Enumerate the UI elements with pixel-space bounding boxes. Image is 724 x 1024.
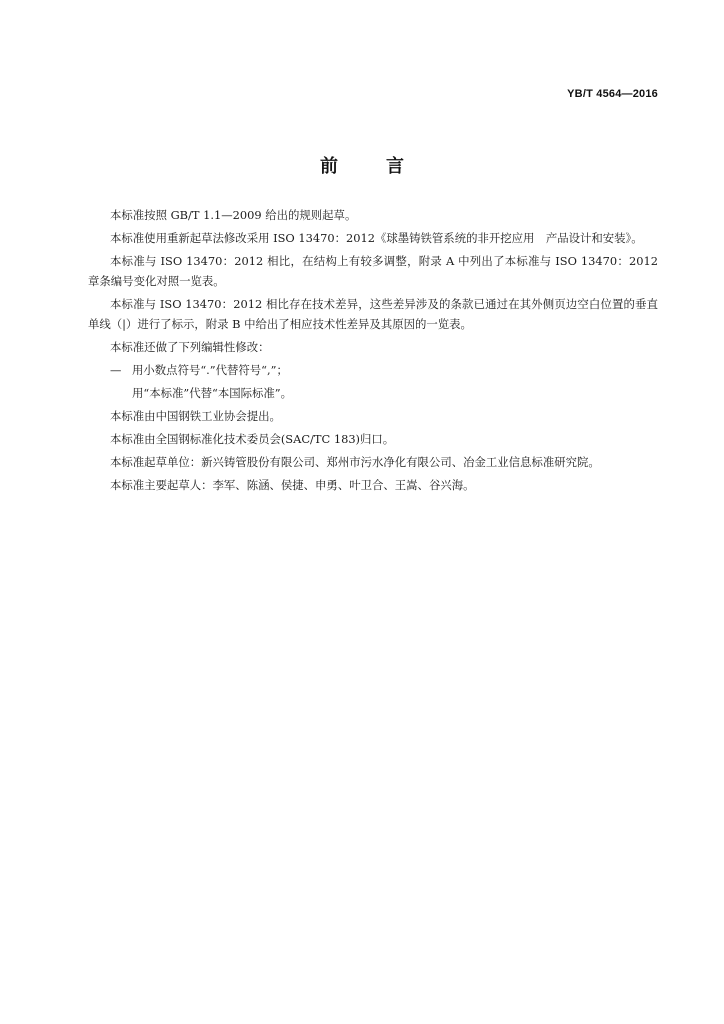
paragraph-structure-changes: 本标准与 ISO 13470：2012 相比，在结构上有较多调整，附录 A 中列出了本标准与 ISO 13470：2012 章条编号变化对照一览表。 [88,254,658,288]
paragraph-proposer: 本标准由中国钢铁工业协会提出。 [110,409,281,423]
paragraph-drafting-rules: 本标准按照 GB/T 1.1—2009 给出的规则起草。 [110,208,357,222]
paragraph-technical-differences: 本标准与 ISO 13470：2012 相比存在技术差异，这些差异涉及的条款已通过在其外侧页边空白位置的垂直单线（|）进行了标示，附录 B 中给出了相应技术性差异及其原因的一览表。 [88,297,658,331]
standard-code: YB/T 4564—2016 [567,88,658,100]
paragraph-drafters: 本标准主要起草人：李军、陈涵、侯捷、申勇、叶卫合、王嵩、谷兴海。 [110,478,475,492]
list-dash: — [110,363,122,377]
list-item [88,360,658,380]
paragraph-centralized-by: 本标准由全国钢标准化技术委员会(SAC/TC 183)归口。 [110,432,395,446]
paragraph-editorial-intro: 本标准还做了下列编辑性修改： [110,340,270,354]
page-title: 前言 [320,156,452,177]
paragraph-drafting-units: 本标准起草单位：新兴铸管股份有限公司、郑州市污水净化有限公司、冶金工业信息标准研究院。 [110,455,600,469]
list-item-text: 用“本标准”代替“本国际标准”。 [132,386,292,400]
paragraph-adoption: 本标准使用重新起草法修改采用 ISO 13470：2012《球墨铸铁管系统的非开挖应用 产品设计和安装》。 [110,231,643,245]
foreword-body [88,205,658,498]
list-item-text: 用小数点符号“.”代替符号“,”； [132,363,288,377]
list-item [88,383,658,403]
